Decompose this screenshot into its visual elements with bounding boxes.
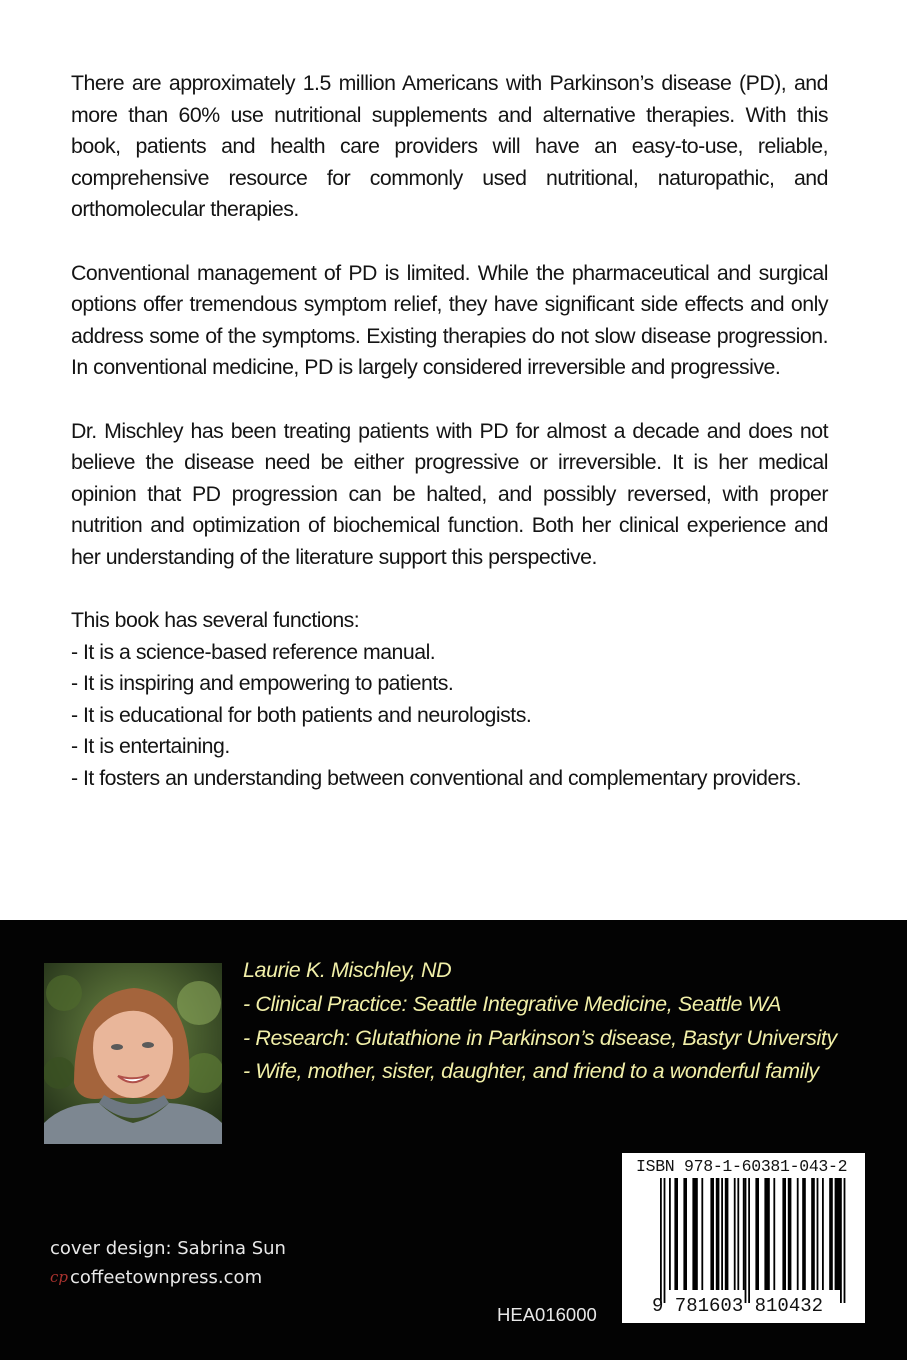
paragraph-intro: There are approximately 1.5 million Americans with Parkinson’s disease (PD), and more than 60% use nutritional supplements and alternative therapies. With this book, patients and health care providers will have an easy-to-use, reliable, comprehensive resource for commonly used nutritional, naturopathic, and orthomolecular therapies. [71,71,828,222]
barcode-bar [764,1178,769,1290]
paragraph-author-view: Dr. Mischley has been treating patients with PD for almost a decade and does not believe the disease need be either progressive or irreversible. It is her medical opinion that PD progression can be halted, and possibly reversed, with proper nutrition and optimization of biochemical function. Both her clinical experience and her understanding of the literature support this perspective. [71,418,828,569]
barcode-bar [745,1178,747,1303]
coffeetown-logo-icon: cp [50,1268,69,1286]
author-bio [243,954,863,1089]
barcode-bar [844,1178,846,1303]
barcode-bar [692,1178,697,1290]
barcode-bar [674,1178,678,1290]
barcode-bar [748,1178,750,1303]
barcode-bar [721,1178,723,1290]
cover-design-credit: cover design: Sabrina Sun [50,1238,286,1259]
barcode-bar [660,1178,662,1303]
barcode-bar [802,1178,806,1290]
barcode-bar [782,1178,786,1290]
list-item: - It fosters an understanding between conventional and complementary providers. [71,766,801,791]
author-name: Laurie K. Mischley, ND [243,958,452,982]
bio-line: - Wife, mother, sister, daughter, and friend to a wonderful family [243,1059,819,1084]
barcode-bar [829,1178,833,1290]
barcode-bar [734,1178,736,1290]
functions-list [71,637,828,795]
bio-line: - Research: Glutathione in Parkinson’s disease, Bastyr University [243,1025,837,1050]
bio-line: - Clinical Practice: Seattle Integrative Medicine, Seattle WA [243,991,782,1016]
list-item: - It is educational for both patients and neurologists. [71,702,532,727]
bisac-code: HEA016000 [497,1304,597,1325]
barcode-bar [737,1178,739,1290]
barcode-bar [743,1178,745,1290]
credits [50,1234,286,1292]
list-item: - It is entertaining. [71,734,230,759]
barcode-bar [755,1178,759,1290]
barcode-bar [788,1178,792,1290]
barcode-bar [822,1178,824,1290]
functions-heading: This book has several functions: [71,608,360,633]
barcode-bar [669,1178,671,1290]
author-portrait-icon [44,963,222,1144]
list-item: - It is a science-based reference manual. [71,639,436,664]
barcode-bar [817,1178,819,1290]
publisher-row [50,1263,286,1292]
ean-digits: 9 781603 810432 [652,1295,824,1317]
barcode-bar [701,1178,703,1290]
barcode-bar [835,1178,840,1290]
barcode-bar [811,1178,815,1290]
isbn-label: ISBN 978-1-60381-043-2 [636,1157,848,1176]
publisher-url[interactable]: coffeetownpress.com [70,1267,263,1288]
barcode-bar [840,1178,842,1303]
paragraph-conventional: Conventional management of PD is limited. While the pharmaceutical and surgical options offer tremendous symptom relief, they have significant side effects and only address some of the symptoms. Existing therapies do not slow disease progression. In conventional medicine, PD is largely considered irreversible and progressive. [71,260,828,380]
author-photo [44,963,222,1144]
barcode-bar [683,1178,687,1290]
barcode-bar [710,1178,714,1290]
barcode-bar [664,1178,666,1303]
barcode-bar [716,1178,720,1290]
barcode-bar [773,1178,775,1290]
list-item: - It is inspiring and empowering to patients. [71,671,454,696]
back-cover-blurb [71,68,828,795]
barcode-icon [660,1178,850,1303]
barcode-bar [797,1178,799,1290]
barcode-bar [725,1178,729,1290]
